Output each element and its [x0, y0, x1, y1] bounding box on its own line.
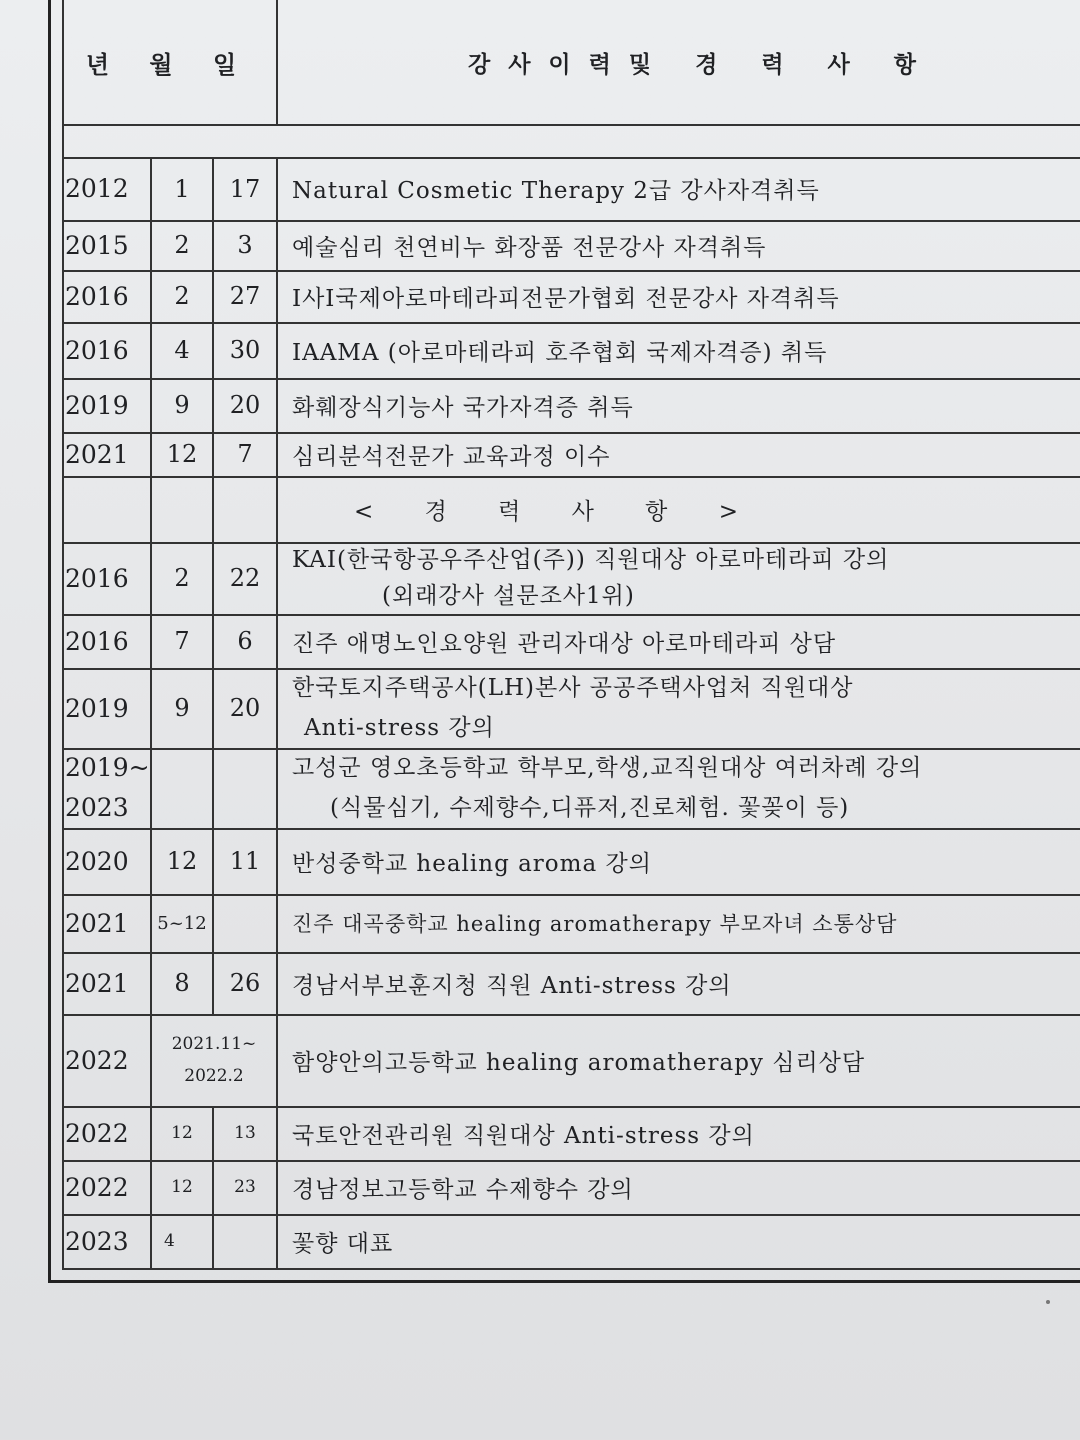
entry-text: 반성중학교 healing aroma 강의 — [278, 828, 1080, 894]
day-cell: 7 — [214, 432, 278, 476]
period-start: 2021.11~ — [171, 1034, 257, 1054]
entry-text: I사I국제아로마테라피전문가협회 전문강사 자격취득 — [278, 270, 1080, 322]
month-cell: 2 — [152, 220, 214, 270]
month-cell: 4 — [152, 1214, 214, 1268]
month-cell: 12 — [152, 1106, 214, 1160]
month-cell: 1 — [152, 157, 214, 220]
table-row — [62, 668, 1080, 750]
month-cell: 9 — [152, 378, 214, 432]
table-row — [62, 748, 1080, 830]
year-cell: 2016 — [62, 322, 152, 378]
table-row — [62, 432, 1080, 478]
year-start: 2019~ — [65, 753, 150, 782]
career-table — [62, 0, 1080, 1270]
table-row — [62, 157, 1080, 222]
table-row — [62, 220, 1080, 272]
year-cell: 2023 — [62, 1214, 152, 1268]
day-cell: 17 — [214, 157, 278, 220]
year-cell: 2021 — [62, 894, 152, 952]
month-cell — [152, 748, 214, 828]
table-header — [62, 0, 1080, 126]
day-cell: 22 — [214, 542, 278, 614]
day-cell: 3 — [214, 220, 278, 270]
day-cell: 13 — [214, 1106, 278, 1160]
entry-text: 국토안전관리원 직원대상 Anti-stress 강의 — [278, 1106, 1080, 1160]
entry-line-1: 한국토지주택공사(LH)본사 공공주택사업처 직원대상 — [292, 675, 854, 701]
header-title: 강사이력및 경 력 사 항 — [278, 0, 1080, 124]
year-cell: 2020 — [62, 828, 152, 894]
entry-text — [278, 748, 1080, 828]
table-row — [62, 542, 1080, 616]
period-cell — [152, 1014, 278, 1106]
day-cell: 27 — [214, 270, 278, 322]
entry-text: IAAMA (아로마테라피 호주협회 국제자격증) 취득 — [278, 322, 1080, 378]
entry-line-1: KAI(한국항공우주산업(주)) 직원대상 아로마테라피 강의 — [292, 547, 890, 573]
entry-text: 예술심리 천연비누 화장품 전문강사 자격취득 — [278, 220, 1080, 270]
section-heading-row — [62, 476, 1080, 544]
table-row — [62, 952, 1080, 1016]
day-cell — [214, 1214, 278, 1268]
spacer-row — [62, 124, 1080, 159]
table-row — [62, 270, 1080, 324]
day-cell: 30 — [214, 322, 278, 378]
day-cell: 6 — [214, 614, 278, 668]
entry-text: 진주 애명노인요양원 관리자대상 아로마테라피 상담 — [278, 614, 1080, 668]
table-row — [62, 614, 1080, 670]
year-cell: 2016 — [62, 542, 152, 614]
table-row — [62, 1160, 1080, 1216]
entry-text: 함양안의고등학교 healing aromatherapy 심리상담 — [278, 1014, 1080, 1106]
entry-text — [278, 668, 1080, 748]
year-cell: 2021 — [62, 432, 152, 476]
table-left-rule — [62, 0, 64, 1268]
entry-text: 화훼장식기능사 국가자격증 취득 — [278, 378, 1080, 432]
day-cell — [214, 894, 278, 952]
table-row — [62, 1106, 1080, 1162]
entry-line-2: (외래강사 설문조사1위) — [382, 583, 635, 609]
entry-text: 진주 대곡중학교 healing aromatherapy 부모자녀 소통상담 — [278, 894, 1080, 952]
day-cell: 11 — [214, 828, 278, 894]
entry-text: 경남정보고등학교 수제향수 강의 — [278, 1160, 1080, 1214]
year-cell: 2022 — [62, 1160, 152, 1214]
year-cell: 2019 — [62, 378, 152, 432]
month-cell: 12 — [152, 432, 214, 476]
header-rule — [62, 124, 1080, 126]
section-title: < 경 력 사 항 > — [278, 476, 1080, 542]
day-cell: 20 — [214, 378, 278, 432]
table-row — [62, 1214, 1080, 1270]
month-cell: 9 — [152, 668, 214, 748]
year-cell: 2012 — [62, 157, 152, 220]
entry-line-2: Anti-stress 강의 — [304, 715, 495, 741]
month-cell: 8 — [152, 952, 214, 1014]
table-row — [62, 894, 1080, 954]
header-date-label: 년 월 일 — [62, 0, 278, 124]
month-cell: 7 — [152, 614, 214, 668]
year-cell: 2021 — [62, 952, 152, 1014]
day-cell: 23 — [214, 1160, 278, 1214]
year-cell: 2016 — [62, 614, 152, 668]
entry-text: Natural Cosmetic Therapy 2급 강사자격취득 — [278, 157, 1080, 220]
entry-line-2: (식물심기, 수제향수,디퓨저,진로체험. 꽃꽂이 등) — [330, 795, 850, 821]
month-cell: 2 — [152, 270, 214, 322]
day-cell — [214, 748, 278, 828]
year-cell: 2019 — [62, 668, 152, 748]
entry-text — [278, 542, 1080, 614]
period-end: 2022.2 — [184, 1066, 244, 1086]
day-cell: 20 — [214, 668, 278, 748]
year-cell: 2022 — [62, 1014, 152, 1106]
table-row — [62, 378, 1080, 434]
entry-line-1: 고성군 영오초등학교 학부모,학생,교직원대상 여러차례 강의 — [292, 755, 923, 781]
month-cell: 12 — [152, 1160, 214, 1214]
entry-text: 꽃향 대표 — [278, 1214, 1080, 1268]
table-row — [62, 322, 1080, 380]
entry-text: 경남서부보훈지청 직원 Anti-stress 강의 — [278, 952, 1080, 1014]
month-cell: 12 — [152, 828, 214, 894]
year-cell: 2016 — [62, 270, 152, 322]
month-cell: 2 — [152, 542, 214, 614]
year-cell: 2015 — [62, 220, 152, 270]
month-cell: 5~12 — [152, 894, 214, 952]
entry-text: 심리분석전문가 교육과정 이수 — [278, 432, 1080, 476]
month-cell: 4 — [152, 322, 214, 378]
table-row — [62, 828, 1080, 896]
day-cell: 26 — [214, 952, 278, 1014]
table-row — [62, 1014, 1080, 1108]
paper-speck — [1046, 1300, 1050, 1304]
year-end: 2023 — [65, 793, 129, 822]
year-cell: 2022 — [62, 1106, 152, 1160]
year-cell — [62, 748, 152, 828]
